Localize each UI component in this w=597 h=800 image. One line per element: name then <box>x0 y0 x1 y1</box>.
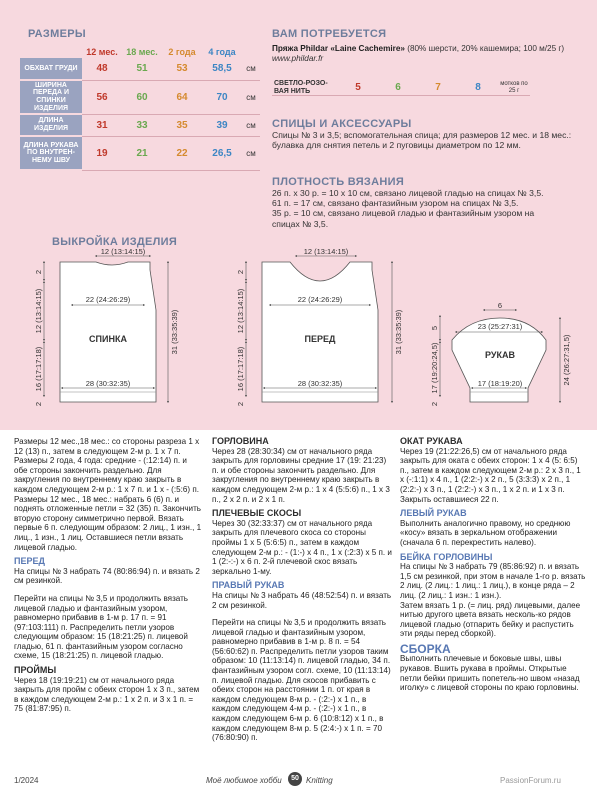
section-neckband-title: БЕЙКА ГОРЛОВИНЫ <box>400 551 493 562</box>
yarn-count: 7 <box>418 80 458 96</box>
size-value: 21 <box>122 136 162 170</box>
size-value: 60 <box>122 80 162 114</box>
yarn-site: www.phildar.fr <box>272 54 324 63</box>
section-assembly-title: СБОРКА <box>400 641 451 656</box>
paragraph: Закрыть оставшиеся 22 п. <box>400 494 499 504</box>
yarn-count: 6 <box>378 80 418 96</box>
row-label: ОБХВАТ ГРУДИ <box>20 58 82 80</box>
section-left-sleeve-title: ЛЕВЫЙ РУКАВ <box>400 508 467 519</box>
unit: см <box>242 114 260 136</box>
front-rib-dim: 2 <box>236 401 245 407</box>
sizes-title: РАЗМЕРЫ <box>28 28 86 40</box>
size-value: 22 <box>162 136 202 170</box>
size-value: 35 <box>162 114 202 136</box>
sleeve-side-mid-dim: 17 (19:20:24,5) <box>430 342 439 394</box>
back-bottom-dim: 28 (30:32:35) <box>85 379 131 388</box>
density-title: ПЛОТНОСТЬ ВЯЗАНИЯ <box>272 176 405 188</box>
yarn-composition: (80% шерсти, 20% кашемира; 100 м/25 г) <box>404 44 565 53</box>
density-line: 35 р. = 10 см, связано лицевой гладью и фантазийным узором на спицах № 3,5. <box>272 208 535 229</box>
front-bottom-dim: 28 (30:32:35) <box>297 379 343 388</box>
size-value: 64 <box>162 80 202 114</box>
density-text <box>272 188 562 229</box>
sleeve-label: РУКАВ <box>485 350 515 360</box>
size-value: 39 <box>202 114 242 136</box>
section-name: Knitting <box>306 776 333 785</box>
front-side-top-dim: 2 <box>236 269 245 275</box>
size-header: 12 мес. <box>86 47 118 57</box>
size-value: 19 <box>82 136 122 170</box>
instructions-column-2 <box>212 437 394 743</box>
back-label: СПИНКА <box>89 334 127 344</box>
row-label: ДЛИНА РУКАВА ПО ВНУТРЕН-НЕМУ ШВУ <box>20 136 82 170</box>
size-header: 4 года <box>208 47 236 57</box>
size-value: 56 <box>82 80 122 114</box>
size-value: 51 <box>122 58 162 80</box>
yarn-count: 5 <box>338 80 378 96</box>
back-rib-dim: 2 <box>34 401 43 407</box>
needles-title: СПИЦЫ И АКСЕССУАРЫ <box>272 118 412 130</box>
density-line: 61 п. = 17 см, связано фантазийным узором на спицах № 3,5. <box>272 198 519 209</box>
back-side-low-dim: 16 (17:17:18) <box>34 346 43 392</box>
back-side-mid-dim: 12 (13:14:15) <box>34 288 43 334</box>
density-line: 26 п. х 30 р. = 10 х 10 см, связано лицевой гладью на спицах № 3,5. <box>272 188 544 198</box>
paragraph: На спицы № 3 набрать 74 (80:86:94) п. и вязать 2 см резинкой. <box>14 566 200 586</box>
unit: см <box>242 80 260 114</box>
sleeve-total-dim: 24 (26:27:31,5) <box>562 334 571 386</box>
section-shoulder-title: ПЛЕЧЕВЫЕ СКОСЫ <box>212 508 302 519</box>
paragraph: Перейти на спицы № 3,5 и продолжить вязать лицевой гладью и фантазийным узором, равномерно прибавив в 1-м р. 8 п. = 54 (56:60:62) п. Распределить петли узоров таким образом: 10 (11:13:14) п. лицевой гладью, 34 п. фантазийным узором согл. схеме, 10 (11:13:14) п. лицевой гладью. Для скосов прибавить с обеих сторон на расстоянии 1 п. от края в каждом следующем 8-м р. - (:2:-) х 1 п., в каждом следующем 4-м р. - (:2:-) х 1 п., в каждом следующем 6-м р. 6 (10:8:12) х 1 п., в каждом следующем 8-м р. 5 (2:4:-) х 1 п. = 70 (76:80:90) п. <box>212 618 391 743</box>
paragraph: Через 28 (28:30:34) см от начального ряда закрыть для горловины средние 17 (19: 21:23) п. и обе стороны закончить раздельно. Для закругления по внутреннему краю закрыть в каждом следующем 2-м р.: 1 х 4 (5:5:6) п., 1 х 3 п., 2 х 2 п. и 2 х 1 п. <box>212 446 390 504</box>
instructions-column-3 <box>400 437 586 693</box>
size-header: 2 года <box>168 47 196 57</box>
paragraph: Размеры 12 мес., 18 мес.: набрать 6 (6) п. и поднять отложенные петли = 32 (35) п. Закончить вторую сторону симметрично первой. Вязать первые 6 п. следующим образом: 2 лиц., 1 изн., 1 лиц., 1 изн., 1 лиц. Оставшиеся петли вязать лицевой гладью. <box>14 494 202 552</box>
size-value: 31 <box>82 114 122 136</box>
front-side-mid-dim: 12 (13:14:15) <box>236 288 245 334</box>
yarn-table <box>272 80 530 96</box>
unit: см <box>242 136 260 170</box>
section-right-sleeve-title: ПРАВЫЙ РУКАВ <box>212 580 285 591</box>
back-mid-dim: 22 (24:26:29) <box>85 295 131 304</box>
section-neck-title: ГОРЛОВИНА <box>212 436 269 446</box>
paragraph: Через 30 (32:33:37) см от начального ряда закрыть для плечевого скоса со стороны проймы 1 х 5 (5:6:5) п., затем в каждом следующем 2-м р.: - (1:-) х 4 п., 1 х (:2:3) х 5 п. и 1 (2:-:-) х 6 п. 2-й плечевой скос вязать зеркально 1-му. <box>212 518 392 576</box>
back-top-dim: 12 (13:14:15) <box>100 247 146 256</box>
paragraph: Затем вязать 1 р. (= лиц. ряд) лицевыми, далее нитью другого цвета вязать несколь-ко рядов лицевой гладью (отпарить бейку и распустить эти ряды перед сборкой). <box>400 600 581 639</box>
front-mid-dim: 22 (24:26:29) <box>297 295 343 304</box>
page-number: 50 <box>288 772 302 786</box>
back-side-top-dim: 2 <box>34 269 43 275</box>
yarn-name: Пряжа Phildar «Laine Cachemire» <box>272 44 405 53</box>
sleeve-width-dim: 23 (25:27:31) <box>477 322 523 331</box>
paragraph: На спицы № 3 набрать 79 (85:86:92) п. и вязать 1,5 см резинкой, при этом в начале 1-го р. вязать 2 лиц. (2 лиц.: 1 лиц.: 1 лиц.), в конце ряда – 2 лиц. (2 лиц.: 1 изн.: 1 изн.). <box>400 562 586 600</box>
paragraph: Выполнить аналогично правому, но среднюю «косу» вязать в зеркальном отображении (сначала 6 п. перекрестить налево). <box>400 518 571 547</box>
front-top-dim: 12 (13:14:15) <box>303 247 349 256</box>
paragraph: Выполнить плечевые и боковые швы, швы рукавов. Вшить рукава в проймы. Открытые петли бейки пришить попетель-но швом «назад иголку» с лицевой стороны по краю горловины. <box>400 654 580 693</box>
section-front-title: ПЕРЕД <box>14 556 45 567</box>
sleeve-cuff-dim: 17 (18:19:20) <box>477 379 523 388</box>
yarn-unit: мотков по 25 г <box>498 80 530 96</box>
size-value: 33 <box>122 114 162 136</box>
size-value: 26,5 <box>202 136 242 170</box>
row-label: ШИРИНА ПЕРЕДА И СПИНКИ ИЗДЕЛИЯ <box>20 80 82 114</box>
back-total-dim: 31 (33:35:39) <box>170 309 179 355</box>
size-value: 48 <box>82 58 122 80</box>
size-value: 70 <box>202 80 242 114</box>
yarn-count: 8 <box>458 80 498 96</box>
needles-text: Спицы № 3 и 3,5; вспомогательная спица; для размеров 12 мес. и 18 мес.: булавка для снятия петель и 2 пуговицы диаметром по 12 мм. <box>272 130 572 151</box>
instructions-column-1 <box>14 437 202 714</box>
paragraph: Перейти на спицы № 3,5 и продолжить вязать лицевой гладью и фантазийным узором, равномерно прибавив в 1-м р. 17 п. = 91 (97:103:111) п. Распределить петли узоров следующим образом: 15 (18:21:25) п. лицевой гладью, 61 п. фантазийным узором согласно схеме, 15 (18:21:25) п. лицевой гладью. <box>14 593 189 661</box>
paragraph: На спицы № 3 набрать 46 (48:52:54) п. и вязать 2 см резинкой. <box>212 590 392 610</box>
schema-title: ВЫКРОЙКА ИЗДЕЛИЯ <box>52 236 178 248</box>
paragraph: Размеры 2 года, 4 года: средние - (:12:14) п. и обе стороны закончить раздельно. Для закругления по внутреннему краю закрыть в каждом следующем 2-м р.: 1 х 7 п. и 1 х - (:5:6) п. <box>14 456 199 494</box>
watermark: PassionForum.ru <box>500 776 561 785</box>
sizes-table <box>20 46 260 171</box>
sleeve-rib-dim: 2 <box>430 401 439 407</box>
paragraph: Через 19 (21:22:26,5) см от начального ряда закрыть для оката с обеих сторон: 1 х 4 (5: 6:5) п., затем в каждом следующем 2-м р.: 2 х 3 п., 1 х (-:1:1) х 4 п., 1 (2:2:-) х 2 п., 5 (3:3:3) х 2 п., 1 (2:2:-) х 3 п., 1 (2:2:-) х 3 п., 1 х 2 п. и 1 х 3 п. <box>400 446 581 494</box>
size-value: 53 <box>162 58 202 80</box>
magazine-name: Моё любимое хобби <box>206 776 282 785</box>
unit: см <box>242 58 260 80</box>
paragraph: Размеры 12 мес.,18 мес.: со стороны разреза 1 х 12 (13) п., затем в следующем 2-м р. 1 х 7 п. <box>14 437 200 456</box>
size-header: 18 мес. <box>126 47 158 57</box>
pattern-schema <box>0 232 597 430</box>
paragraph: Через 18 (19:19:21) см от начального ряда закрыть для пройм с обеих сторон 1 х 3 п., затем в каждом следующем 2-м р.: 1 х 2 п. и 3 х 1 п. = 75 (81:87:95) п. <box>14 675 200 714</box>
issue-number: 1/2024 <box>14 776 39 785</box>
front-side-low-dim: 16 (17:17:18) <box>236 346 245 392</box>
materials-title: ВАМ ПОТРЕБУЕТСЯ <box>272 28 387 40</box>
section-armhole-title: ПРОЙМЫ <box>14 665 57 676</box>
sleeve-top-dim: 6 <box>497 301 503 310</box>
sleeve-side-top-dim: 5 <box>430 325 439 331</box>
section-cap-title: ОКАТ РУКАВА <box>400 436 463 446</box>
size-value: 58,5 <box>202 58 242 80</box>
front-total-dim: 31 (33:35:39) <box>394 309 403 355</box>
yarn-color-label: СВЕТЛО-РОЗО-ВАЯ НИТЬ <box>272 80 338 96</box>
yarn-description <box>272 44 578 64</box>
row-label: ДЛИНА ИЗДЕЛИЯ <box>20 114 82 136</box>
front-label: ПЕРЕД <box>304 334 336 344</box>
